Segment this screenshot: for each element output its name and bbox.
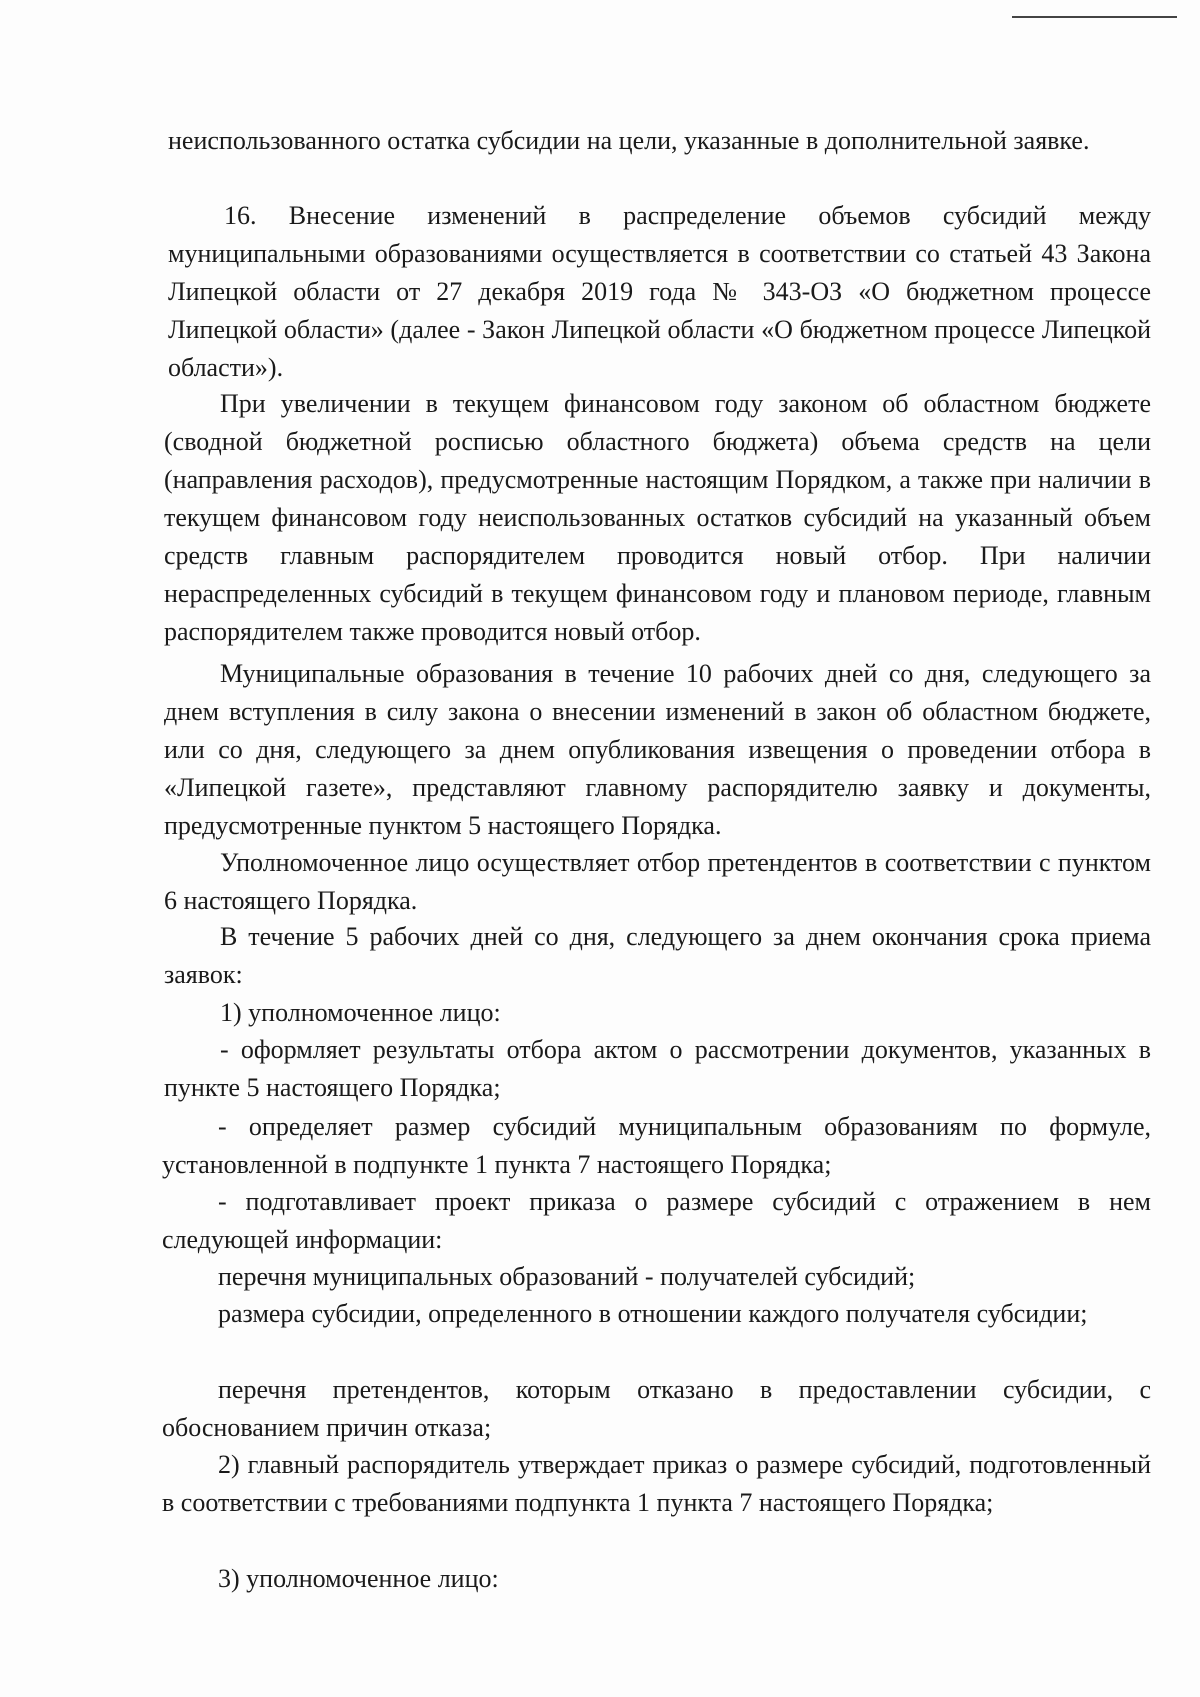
info-item-1 <box>162 1258 1151 1296</box>
list-item-3-text: 3) уполномоченное лицо: <box>218 1564 499 1593</box>
list-item-1 <box>164 994 1151 1032</box>
list-item-1-b <box>162 1108 1151 1184</box>
paragraph-16 <box>168 197 1151 387</box>
info-item-2 <box>162 1295 1151 1333</box>
list-item-2 <box>162 1446 1151 1522</box>
list-item-2-text: 2) главный распорядитель утверждает приказ о размере субсидий, подготовленный в соответствии с требованиями подпункта 1 пункта 7 настоящего Порядка; <box>162 1450 1151 1517</box>
paragraph-five-days <box>164 918 1151 994</box>
paragraph-five-days-text: В течение 5 рабочих дней со дня, следующего за днем окончания срока приема заявок: <box>164 922 1151 989</box>
paragraph-authorized-person <box>164 844 1151 920</box>
list-item-1-a-text: - оформляет результаты отбора актом о рассмотрении документов, указанных в пункте 5 настоящего Порядка; <box>164 1035 1151 1102</box>
paragraph-municipal-formations <box>164 655 1151 845</box>
header-rule <box>1012 16 1177 18</box>
list-item-1-a <box>164 1031 1151 1107</box>
list-item-3 <box>162 1560 1151 1598</box>
info-item-3-text: перечня претендентов, которым отказано в предоставлении субсидии, с обоснованием причин отказа; <box>162 1375 1151 1442</box>
paragraph-authorized-person-text: Уполномоченное лицо осуществляет отбор претендентов в соответствии с пунктом 6 настоящего Порядка. <box>164 848 1151 915</box>
paragraph-16-text: 16. Внесение изменений в распределение объемов субсидий между муниципальными образованиями осуществляется в соответствии со статьей 43 Закона Липецкой области от 27 декабря 2019 года № 343-ОЗ «О бюджетном процессе Липецкой области» (далее - Закон Липецкой области «О бюджетном процессе Липецкой области»). <box>168 201 1151 382</box>
info-item-1-text: перечня муниципальных образований - получателей субсидий; <box>218 1262 916 1291</box>
paragraph-budget-increase <box>164 385 1151 651</box>
list-item-1-c <box>162 1183 1151 1259</box>
list-item-1-b-text: - определяет размер субсидий муниципальным образованиям по формуле, установленной в подпункте 1 пункта 7 настоящего Порядка; <box>162 1112 1151 1179</box>
paragraph-municipal-formations-text: Муниципальные образования в течение 10 рабочих дней со дня, следующего за днем вступления в силу закона о внесении изменений в закон об областном бюджете, или со дня, следующего за днем опубликования извещения о проведении отбора в «Липецкой газете», представляют главному распорядителю заявку и документы, предусмотренные пунктом 5 настоящего Порядка. <box>164 659 1151 840</box>
paragraph-continuation: неиспользованного остатка субсидии на цели, указанные в дополнительной заявке. <box>168 126 1090 155</box>
list-item-1-text: 1) уполномоченное лицо: <box>220 998 501 1027</box>
paragraph-budget-increase-text: При увеличении в текущем финансовом году законом об областном бюджете (сводной бюджетной росписью областного бюджета) объема средств на цели (направления расходов), предусмотренные настоящим Порядком, а также при наличии в текущем финансовом году неиспользованных остатков субсидий на указанный объем средств главным распорядителем проводится новый отбор. При наличии нераспределенных субсидий в текущем финансовом году и плановом периоде, главным распорядителем также проводится новый отбор. <box>164 389 1151 646</box>
info-item-3 <box>162 1371 1151 1447</box>
list-item-1-c-text: - подготавливает проект приказа о размере субсидий с отражением в нем следующей информации: <box>162 1187 1151 1254</box>
info-item-2-text: размера субсидии, определенного в отношении каждого получателя субсидии; <box>218 1299 1088 1328</box>
